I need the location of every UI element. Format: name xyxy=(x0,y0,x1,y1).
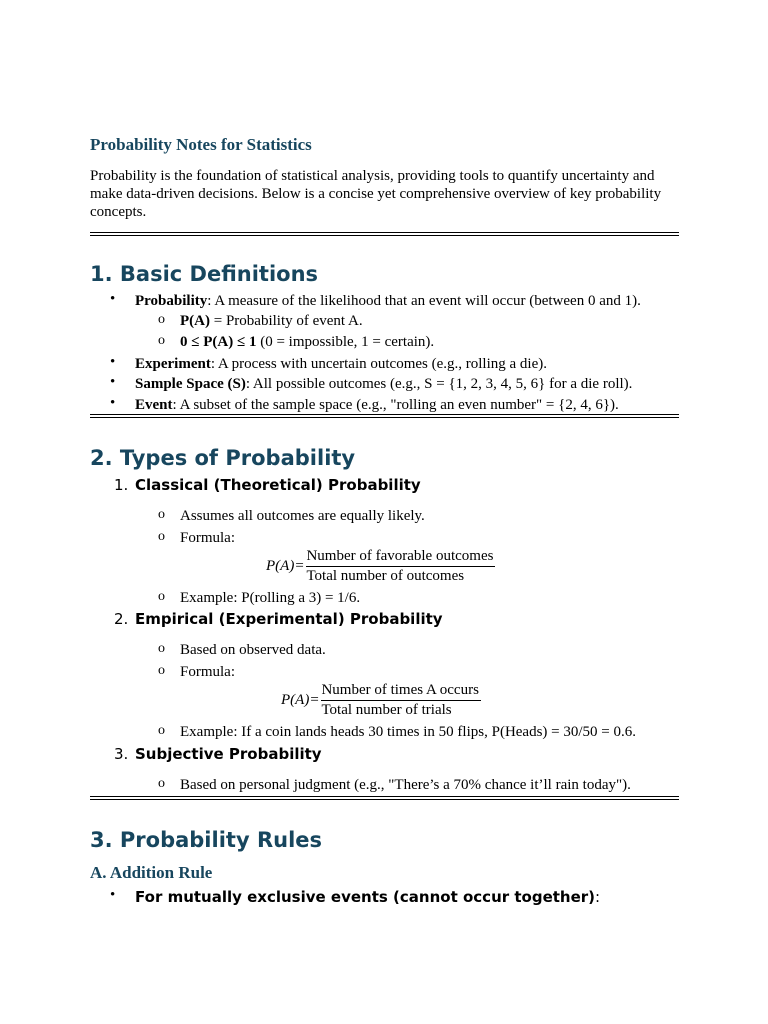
desc-event: : A subset of the sample space (e.g., "rolling an even number" = {2, 4, 6}). xyxy=(172,397,619,413)
formula-lhs: P(A)= xyxy=(266,558,305,574)
subheading-classical: Classical (Theoretical) Probability xyxy=(135,476,421,494)
list-item-mutually-exclusive xyxy=(135,888,600,906)
circle-bullet-icon: o xyxy=(158,589,165,604)
bullet-icon: • xyxy=(110,395,116,411)
list-item-probability xyxy=(135,292,641,310)
list-item-pa xyxy=(180,312,363,330)
subheading-empirical: Empirical (Experimental) Probability xyxy=(135,610,443,628)
circle-bullet-icon: o xyxy=(158,641,165,656)
list-item-range xyxy=(180,333,434,351)
section-heading-probability-rules: 3. Probability Rules xyxy=(90,828,323,852)
document-title: Probability Notes for Statistics xyxy=(90,135,312,154)
formula-fraction xyxy=(321,682,480,719)
formula-fraction xyxy=(306,548,495,585)
subheading-subjective: Subjective Probability xyxy=(135,745,322,763)
circle-bullet-icon: o xyxy=(158,663,165,678)
classical-formula xyxy=(266,548,495,585)
formula-lhs: P(A)= xyxy=(281,692,320,708)
desc-sample-space: : All possible outcomes (e.g., S = {1, 2, 3, 4, 5, 6} for a die roll). xyxy=(245,376,633,392)
circle-bullet-icon: o xyxy=(158,333,165,348)
list-item-experiment xyxy=(135,355,547,373)
term-range: 0 ≤ P(A) ≤ 1 xyxy=(180,334,257,350)
classical-example: Example: P(rolling a 3) = 1/6. xyxy=(180,590,361,606)
bullet-icon: • xyxy=(110,291,116,307)
empirical-formula-label: Formula: xyxy=(180,664,235,680)
intro-paragraph: Probability is the foundation of statistical analysis, providing tools to quantify uncertainty and make data-driven decisions. Below is a concise yet comprehensive overview of key probability concepts. xyxy=(90,168,662,220)
section-divider xyxy=(90,414,679,418)
section-divider xyxy=(90,796,679,800)
list-item-event xyxy=(135,396,619,414)
formula-denominator: Total number of outcomes xyxy=(306,568,465,584)
term-sample-space: Sample Space (S) xyxy=(135,376,246,392)
list-item-sample-space xyxy=(135,375,632,393)
bullet-icon: • xyxy=(110,374,116,390)
list-number: 2. xyxy=(114,610,129,628)
bullet-icon: • xyxy=(110,887,116,903)
circle-bullet-icon: o xyxy=(158,529,165,544)
empirical-example: Example: If a coin lands heads 30 times in 50 flips, P(Heads) = 30/50 = 0.6. xyxy=(180,724,637,740)
circle-bullet-icon: o xyxy=(158,507,165,522)
term-pa: P(A) xyxy=(180,313,210,329)
classical-point-1: Assumes all outcomes are equally likely. xyxy=(180,508,425,524)
section-heading-types-of-probability: 2. Types of Probability xyxy=(90,446,356,470)
circle-bullet-icon: o xyxy=(158,723,165,738)
desc-pa: = Probability of event A. xyxy=(210,313,363,329)
list-number: 1. xyxy=(114,476,129,494)
desc-experiment: : A process with uncertain outcomes (e.g., rolling a die). xyxy=(210,356,547,372)
term-mutually-exclusive: For mutually exclusive events (cannot occur together) xyxy=(135,888,596,906)
term-event: Event xyxy=(135,397,173,413)
formula-denominator: Total number of trials xyxy=(321,702,452,718)
empirical-formula xyxy=(281,682,481,719)
circle-bullet-icon: o xyxy=(158,776,165,791)
circle-bullet-icon: o xyxy=(158,312,165,327)
empirical-point-1: Based on observed data. xyxy=(180,642,326,658)
term-experiment: Experiment xyxy=(135,356,211,372)
list-number: 3. xyxy=(114,745,129,763)
term-probability: Probability xyxy=(135,293,208,309)
formula-numerator: Number of times A occurs xyxy=(321,682,480,701)
subjective-point-1: Based on personal judgment (e.g., "There’s a 70% chance it’ll rain today"). xyxy=(180,777,631,793)
desc-range: (0 = impossible, 1 = certain). xyxy=(256,334,435,350)
classical-formula-label: Formula: xyxy=(180,530,235,546)
formula-numerator: Number of favorable outcomes xyxy=(306,548,495,567)
desc-probability: : A measure of the likelihood that an event will occur (between 0 and 1). xyxy=(207,293,641,309)
bullet-icon: • xyxy=(110,354,116,370)
section-heading-basic-definitions: 1. Basic Definitions xyxy=(90,262,319,286)
colon: : xyxy=(595,888,601,906)
section-divider xyxy=(90,232,679,236)
subheading-addition-rule: A. Addition Rule xyxy=(90,863,213,882)
